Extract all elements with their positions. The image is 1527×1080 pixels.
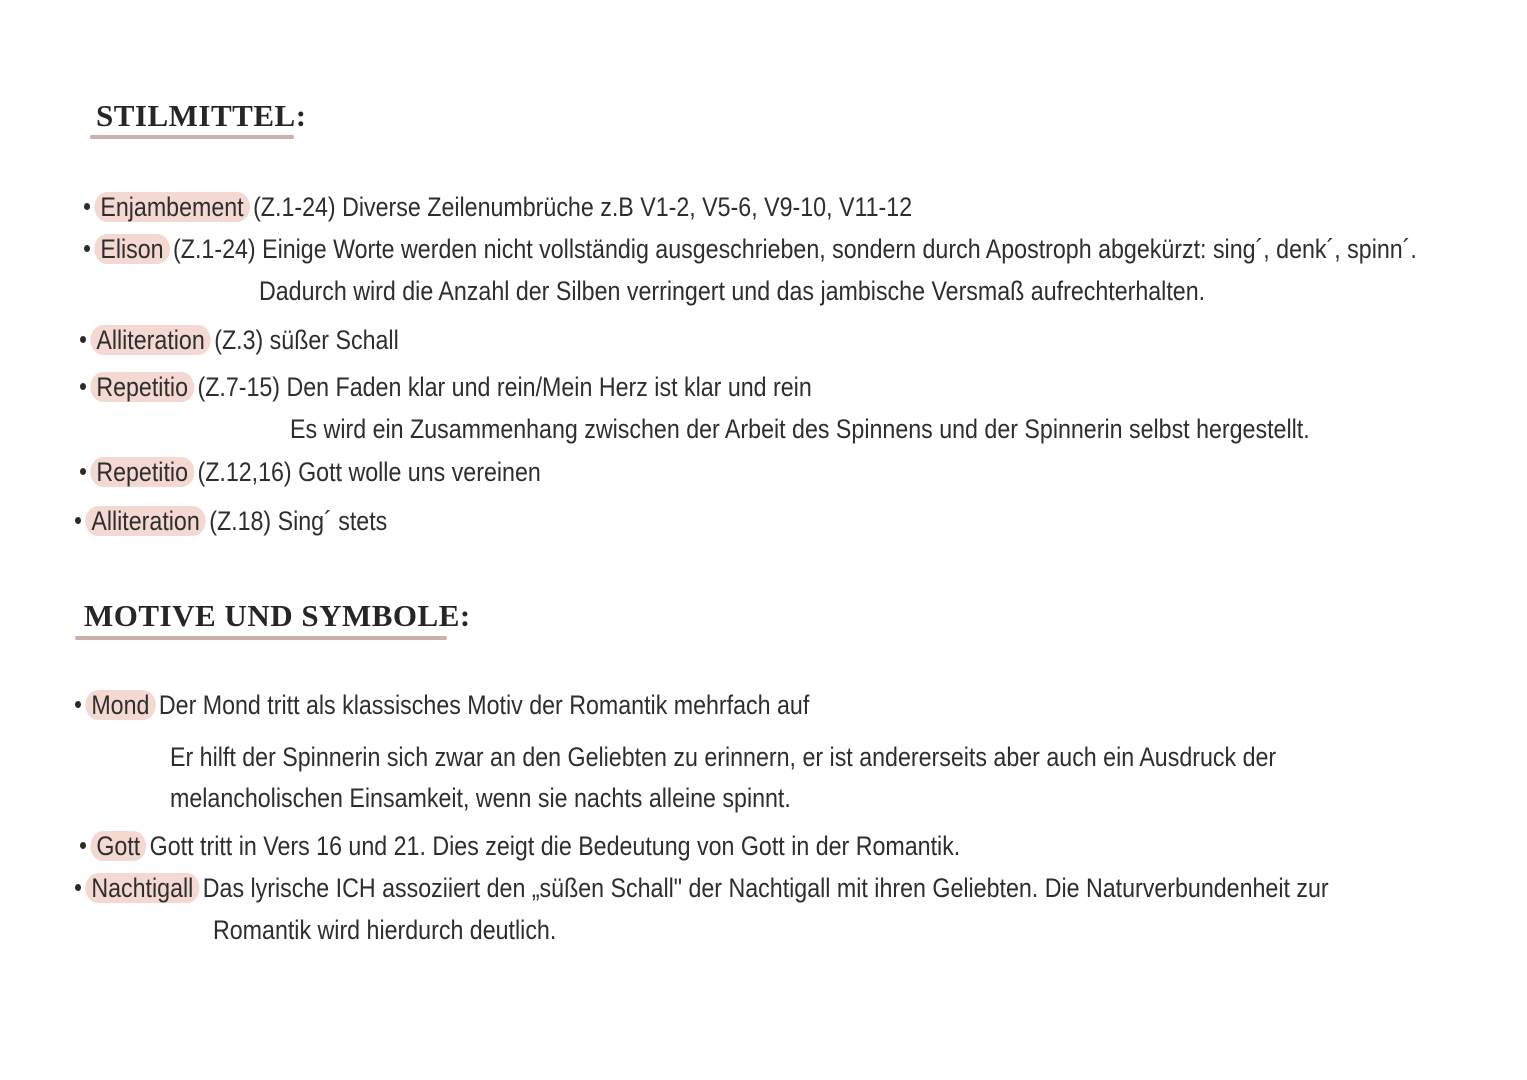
item-text: Der Mond tritt als klassisches Motiv der Romantik mehrfach auf xyxy=(158,690,810,720)
item-text: (Z.3) süßer Schall xyxy=(214,325,399,355)
item-text: (Z.1-24) Diverse Zeilenumbrüche z.B V1-2, V5-6, V9-10, V11-12 xyxy=(253,192,913,222)
bullet-icon xyxy=(84,245,90,252)
motive-item-nachtigall xyxy=(75,871,1329,905)
term-highlight: Mond xyxy=(85,690,155,720)
bullet-icon xyxy=(80,383,86,390)
stilmittel-item-alliteration xyxy=(75,504,387,538)
stilmittel-item-elison xyxy=(84,232,1417,266)
stilmittel-heading: STILMITTEL: xyxy=(96,98,307,133)
motive-item-mond xyxy=(75,688,809,722)
bullet-icon xyxy=(75,884,81,891)
item-continuation: Romantik wird hierdurch deutlich. xyxy=(213,915,557,945)
bullet-icon xyxy=(75,517,81,524)
item-continuation: Es wird ein Zusammenhang zwischen der Arbeit des Spinnens und der Spinnerin selbst hergestellt. xyxy=(290,414,1310,444)
bullet-icon xyxy=(80,842,86,849)
stilmittel-item-repetitio xyxy=(80,370,812,404)
item-text: (Z.18) Sing´ stets xyxy=(209,506,388,536)
term-highlight: Repetitio xyxy=(90,457,194,487)
term-highlight: Elison xyxy=(94,234,169,264)
bullet-icon xyxy=(84,203,90,210)
item-continuation: Dadurch wird die Anzahl der Silben verringert und das jambische Versmaß aufrechterhalten. xyxy=(259,276,1206,306)
item-text: Gott tritt in Vers 16 und 21. Dies zeigt die Bedeutung von Gott in der Romantik. xyxy=(149,831,961,861)
item-continuation: Er hilft der Spinnerin sich zwar an den Geliebten zu erinnern, er ist andererseits aber auch ein Ausdruck der xyxy=(170,742,1277,772)
term-highlight: Repetitio xyxy=(90,372,194,402)
item-text: (Z.1-24) Einige Worte werden nicht vollständig ausgeschrieben, sondern durch Apostroph abgekürzt: sing´, denk´, spinn´. xyxy=(173,234,1417,264)
term-highlight: Alliteration xyxy=(85,506,205,536)
item-text: (Z.7-15) Den Faden klar und rein/Mein Herz ist klar und rein xyxy=(197,372,812,402)
bullet-icon xyxy=(80,336,86,343)
term-highlight: Enjambement xyxy=(94,192,249,222)
bullet-icon xyxy=(80,468,86,475)
motive-heading-underline xyxy=(75,636,447,640)
item-continuation: melancholischen Einsamkeit, wenn sie nachts alleine spinnt. xyxy=(170,783,791,813)
motive-item-gott xyxy=(80,829,960,863)
item-text: (Z.12,16) Gott wolle uns vereinen xyxy=(197,457,541,487)
stilmittel-heading-underline xyxy=(90,135,294,139)
term-highlight: Gott xyxy=(90,831,146,861)
motive-heading: MOTIVE UND SYMBOLE: xyxy=(84,598,471,633)
item-text: Das lyrische ICH assoziiert den „süßen Schall" der Nachtigall mit ihren Geliebten. Die Naturverbundenheit zur xyxy=(202,873,1329,903)
term-highlight: Alliteration xyxy=(90,325,210,355)
term-highlight: Nachtigall xyxy=(85,873,199,903)
stilmittel-item-repetitio xyxy=(80,455,541,489)
stilmittel-item-alliteration xyxy=(80,323,399,357)
bullet-icon xyxy=(75,701,81,708)
stilmittel-item-enjambement xyxy=(84,190,912,224)
